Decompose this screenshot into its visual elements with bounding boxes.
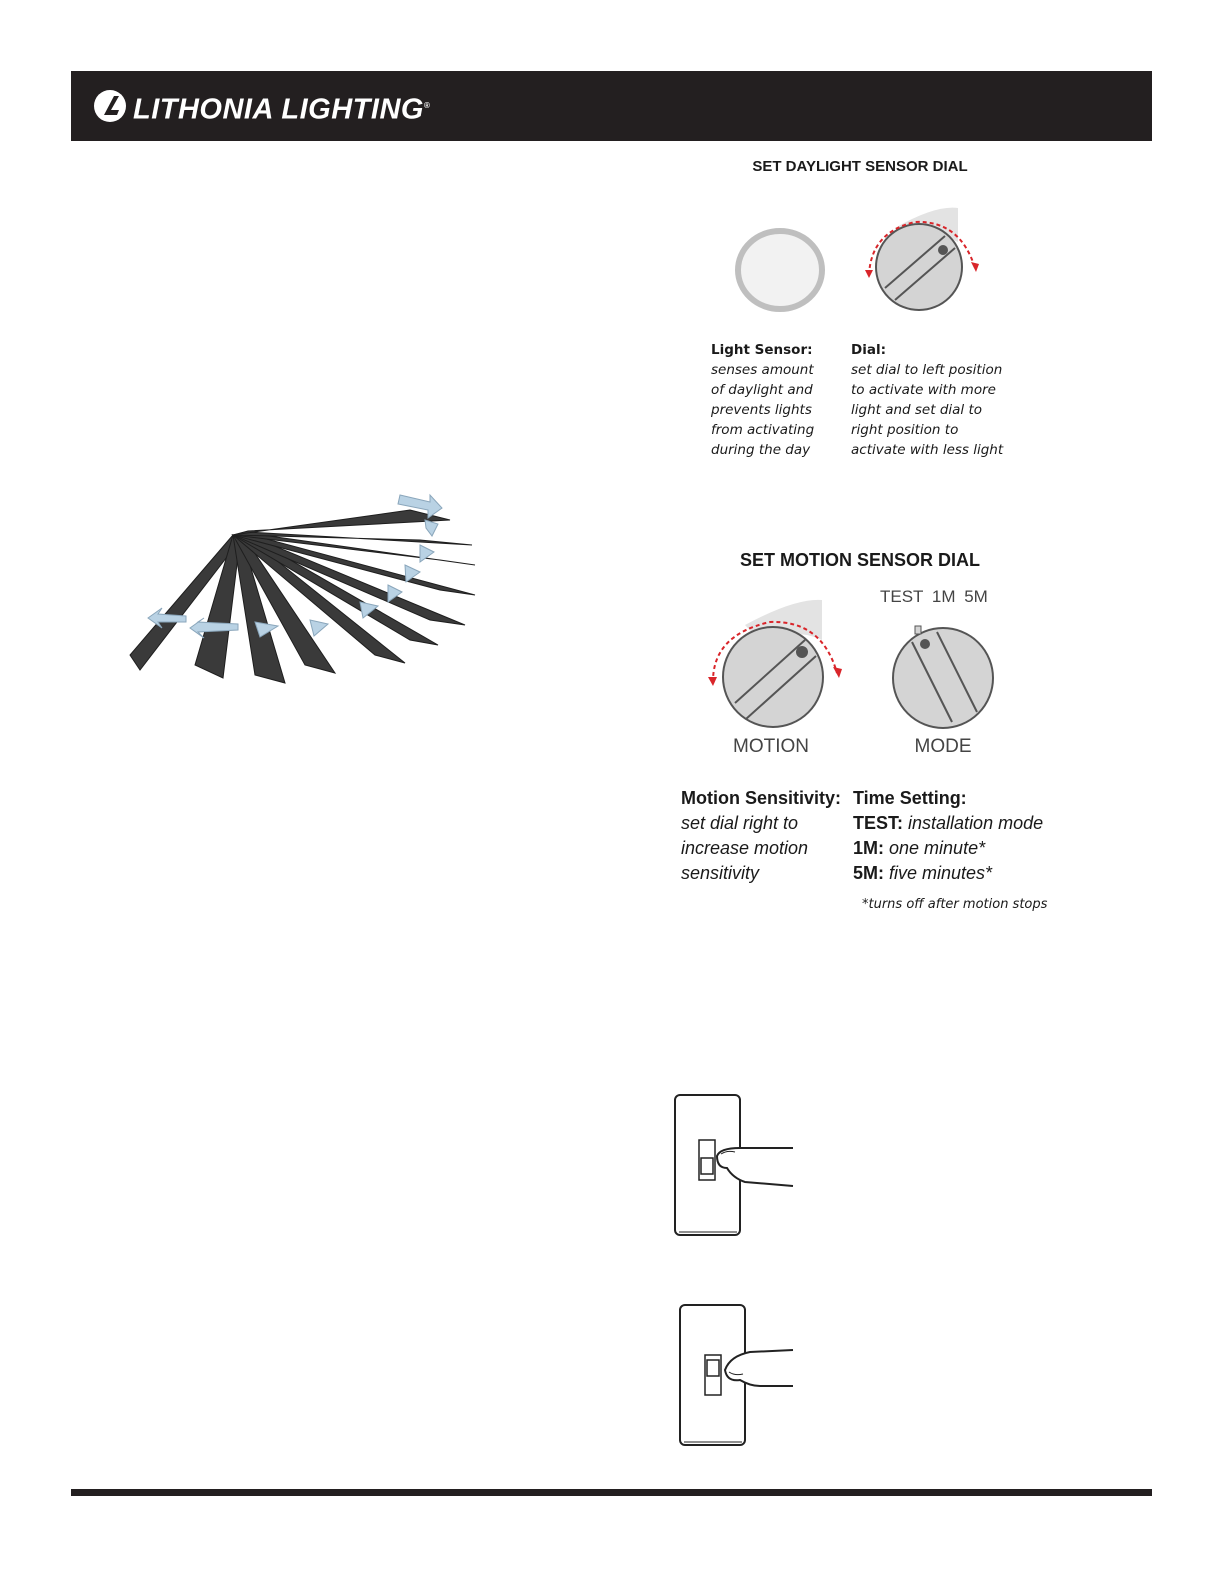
motion-dial-caption: MOTION: [733, 736, 809, 757]
fan-beam: [233, 510, 450, 535]
motion-section-title: SET MOTION SENSOR DIAL: [739, 550, 980, 570]
brand-name: LITHONIA LIGHTING®: [133, 93, 431, 126]
daylight-dial-icon[interactable]: [855, 200, 985, 315]
time-setting-item: 1M: one minute*: [853, 838, 986, 858]
light-sensor-description: Light Sensor: senses amount of daylight and prevents lights from activating during the day: [711, 342, 815, 458]
dial-description: Dial: set dial to left position to activate with more light and set dial to right position to activate with less light: [851, 342, 1004, 458]
fan-arrow: [310, 620, 328, 636]
wall-switch-off-icon: [665, 1300, 805, 1450]
mode-positions-label: TEST 1M 5M: [880, 587, 988, 606]
time-setting-item: TEST: installation mode: [853, 813, 1044, 833]
footnote: *turns off after motion stops: [862, 897, 1048, 912]
mode-dial-caption: MODE: [914, 736, 972, 757]
motion-sensitivity-description: Motion Sensitivity: set dial right to increase motion sensitivity: [681, 788, 842, 883]
time-setting-item: 5M: five minutes*: [853, 863, 993, 883]
mode-dial-icon[interactable]: [885, 620, 1005, 735]
motion-dial-icon[interactable]: [700, 595, 850, 735]
detection-pattern-fan-icon: [120, 480, 490, 695]
time-setting-description: Time Setting: TEST: installation mode 1M: one minute* 5M: five minutes*: [853, 786, 1043, 886]
lithonia-logo-icon: [92, 88, 128, 124]
fan-arrow: [425, 520, 438, 536]
footer-rule: [71, 1489, 1152, 1496]
light-sensor-icon: [730, 225, 830, 315]
wall-switch-on-icon: [665, 1090, 805, 1240]
daylight-section-title: SET DAYLIGHT SENSOR DIAL: [752, 158, 968, 175]
